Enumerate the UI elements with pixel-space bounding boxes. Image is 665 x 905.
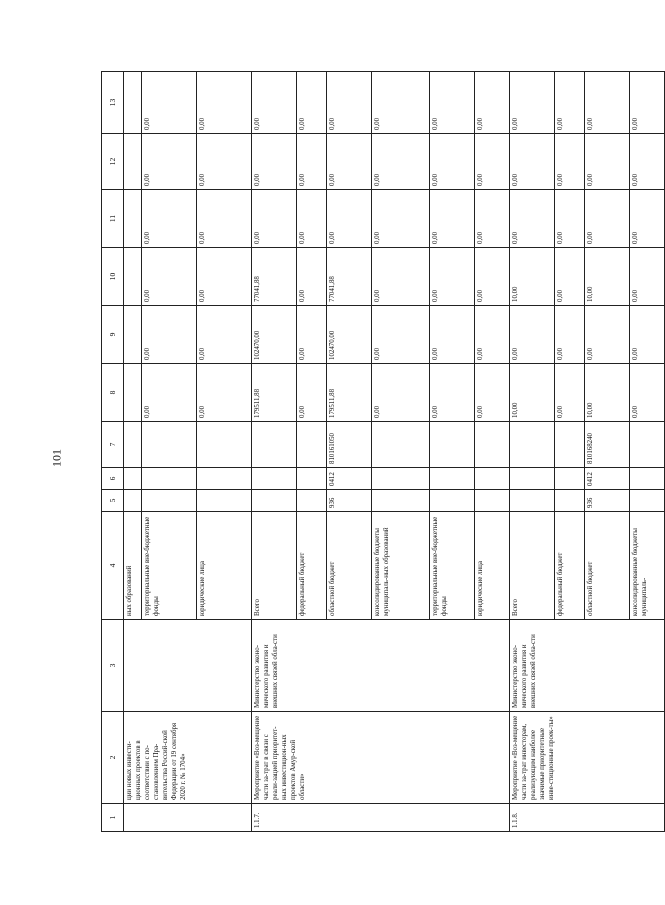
- column-number-header: 9: [102, 306, 124, 364]
- code-cell: [197, 490, 252, 512]
- value-cell: [124, 364, 142, 422]
- value-cell: 0,00: [197, 248, 252, 306]
- code-cell: [555, 490, 585, 512]
- value-cell: 0,00: [555, 72, 585, 134]
- item-name-cell: Мероприятие «Воз-мещение части за-трат в связи с реали-зацией приоритет-ных инвестицион-ных проектов Амур-ской области»: [252, 712, 510, 804]
- code-cell: [297, 422, 327, 468]
- table-row: [124, 72, 142, 832]
- value-cell: 0,00: [630, 134, 665, 190]
- value-cell: 0,00: [197, 190, 252, 248]
- funding-source-cell: Всего: [510, 512, 555, 620]
- code-cell: 936: [327, 490, 372, 512]
- value-cell: 0,00: [297, 364, 327, 422]
- column-number-header: 3: [102, 620, 124, 712]
- value-cell: 0,00: [630, 248, 665, 306]
- code-cell: [297, 468, 327, 490]
- value-cell: 179511,88: [252, 364, 297, 422]
- funding-source-cell: юридические лица: [197, 512, 252, 620]
- code-cell: [252, 490, 297, 512]
- funding-source-cell: ных образований: [124, 512, 142, 620]
- value-cell: 0,00: [327, 134, 372, 190]
- value-cell: 0,00: [475, 248, 510, 306]
- executor-cell: Министерство эконо-мического развития и внешних связей обла-сти: [510, 620, 665, 712]
- code-cell: [124, 422, 142, 468]
- value-cell: 0,00: [475, 306, 510, 364]
- value-cell: 0,00: [297, 134, 327, 190]
- code-cell: [372, 468, 430, 490]
- value-cell: 0,00: [372, 364, 430, 422]
- code-cell: 0412: [327, 468, 372, 490]
- column-number-header: 12: [102, 134, 124, 190]
- value-cell: 0,00: [297, 72, 327, 134]
- value-cell: 0,00: [252, 134, 297, 190]
- item-number-cell: 1.1.8.: [510, 804, 665, 832]
- value-cell: [124, 248, 142, 306]
- value-cell: 0,00: [297, 190, 327, 248]
- value-cell: 0,00: [510, 72, 555, 134]
- funding-source-cell: Всего: [252, 512, 297, 620]
- column-number-header: 6: [102, 468, 124, 490]
- code-cell: 0412: [585, 468, 630, 490]
- value-cell: 0,00: [142, 364, 197, 422]
- value-cell: 0,00: [142, 72, 197, 134]
- value-cell: [124, 134, 142, 190]
- value-cell: 0,00: [585, 190, 630, 248]
- value-cell: 0,00: [430, 134, 475, 190]
- code-cell: [142, 468, 197, 490]
- code-cell: 810161050: [327, 422, 372, 468]
- funding-source-cell: федеральный бюджет: [297, 512, 327, 620]
- value-cell: 0,00: [197, 72, 252, 134]
- code-cell: [475, 422, 510, 468]
- value-cell: 0,00: [372, 248, 430, 306]
- column-number-header: 2: [102, 712, 124, 804]
- value-cell: 0,00: [252, 72, 297, 134]
- code-cell: [142, 422, 197, 468]
- budget-table-wrapper: [101, 72, 648, 832]
- value-cell: 10,00: [510, 248, 555, 306]
- column-number-header: 11: [102, 190, 124, 248]
- code-cell: [475, 468, 510, 490]
- value-cell: 0,00: [430, 364, 475, 422]
- funding-source-cell: федеральный бюджет: [555, 512, 585, 620]
- executor-cell: [124, 620, 252, 712]
- code-cell: [510, 468, 555, 490]
- column-number-header: 1: [102, 804, 124, 832]
- code-cell: [197, 468, 252, 490]
- code-cell: [630, 422, 665, 468]
- item-number-cell: [124, 804, 252, 832]
- value-cell: 0,00: [555, 190, 585, 248]
- value-cell: 0,00: [372, 134, 430, 190]
- value-cell: 0,00: [327, 72, 372, 134]
- value-cell: 0,00: [510, 306, 555, 364]
- value-cell: 10,00: [585, 248, 630, 306]
- value-cell: 0,00: [142, 134, 197, 190]
- funding-source-cell: консолидированные бюджеты муниципаль-ных образований: [372, 512, 430, 620]
- value-cell: 0,00: [197, 364, 252, 422]
- code-cell: [430, 468, 475, 490]
- table-row: [252, 72, 297, 832]
- value-cell: 0,00: [510, 190, 555, 248]
- value-cell: 0,00: [197, 134, 252, 190]
- value-cell: 0,00: [297, 248, 327, 306]
- value-cell: 77041,88: [252, 248, 297, 306]
- item-name-cell: Мероприятие «Воз-мещение части за-трат инвесторам, реализующим наиболее значимые приоритетные инве-стиционные проек-ты»: [510, 712, 665, 804]
- column-number-header: 7: [102, 422, 124, 468]
- value-cell: 0,00: [430, 306, 475, 364]
- value-cell: 0,00: [372, 306, 430, 364]
- value-cell: 0,00: [475, 134, 510, 190]
- value-cell: 0,00: [372, 72, 430, 134]
- value-cell: 0,00: [555, 134, 585, 190]
- column-number-header: 5: [102, 490, 124, 512]
- column-number-header: 13: [102, 72, 124, 134]
- value-cell: 0,00: [142, 190, 197, 248]
- funding-source-cell: областной бюджет: [585, 512, 630, 620]
- value-cell: 0,00: [475, 364, 510, 422]
- value-cell: 0,00: [630, 190, 665, 248]
- value-cell: 0,00: [372, 190, 430, 248]
- value-cell: [124, 72, 142, 134]
- code-cell: [124, 490, 142, 512]
- code-cell: [124, 468, 142, 490]
- code-cell: [430, 490, 475, 512]
- table-row: [510, 72, 555, 832]
- value-cell: 0,00: [510, 134, 555, 190]
- value-cell: 0,00: [142, 306, 197, 364]
- funding-source-cell: областной бюджет: [327, 512, 372, 620]
- budget-table: [101, 71, 665, 832]
- value-cell: 10,00: [585, 364, 630, 422]
- value-cell: 0,00: [555, 364, 585, 422]
- code-cell: 810168240: [585, 422, 630, 468]
- code-cell: [252, 468, 297, 490]
- value-cell: 0,00: [430, 190, 475, 248]
- value-cell: 0,00: [555, 306, 585, 364]
- page-number: 101: [49, 449, 64, 467]
- value-cell: 0,00: [585, 306, 630, 364]
- value-cell: 102470,00: [327, 306, 372, 364]
- funding-source-cell: юридические лица: [475, 512, 510, 620]
- value-cell: 0,00: [142, 248, 197, 306]
- header-row: [102, 72, 124, 832]
- column-number-header: 8: [102, 364, 124, 422]
- code-cell: 936: [585, 490, 630, 512]
- value-cell: 0,00: [430, 72, 475, 134]
- value-cell: 0,00: [252, 190, 297, 248]
- value-cell: 179511,88: [327, 364, 372, 422]
- value-cell: 10,00: [510, 364, 555, 422]
- column-number-header: 4: [102, 512, 124, 620]
- value-cell: [124, 190, 142, 248]
- value-cell: 0,00: [430, 248, 475, 306]
- code-cell: [197, 422, 252, 468]
- value-cell: 0,00: [555, 248, 585, 306]
- code-cell: [630, 490, 665, 512]
- value-cell: 0,00: [197, 306, 252, 364]
- funding-source-cell: консолидированные бюджеты муниципаль-: [630, 512, 665, 620]
- item-number-cell: 1.1.7.: [252, 804, 510, 832]
- code-cell: [372, 422, 430, 468]
- code-cell: [430, 422, 475, 468]
- code-cell: [510, 490, 555, 512]
- executor-cell: Министерство эконо-мического развития и внешних связей обла-сти: [252, 620, 510, 712]
- code-cell: [372, 490, 430, 512]
- value-cell: 0,00: [475, 190, 510, 248]
- value-cell: 0,00: [630, 72, 665, 134]
- column-number-header: 10: [102, 248, 124, 306]
- value-cell: 0,00: [585, 134, 630, 190]
- value-cell: 0,00: [475, 72, 510, 134]
- value-cell: 77041,88: [327, 248, 372, 306]
- item-name-cell: ции новых инвести-ционных проектов в соответствии с по-становлением Пра-вительства Россий-ской Федерации от 19 сентября 2020 г. № 1704»: [124, 712, 252, 804]
- code-cell: [555, 468, 585, 490]
- value-cell: 102470,00: [252, 306, 297, 364]
- value-cell: 0,00: [297, 306, 327, 364]
- code-cell: [510, 422, 555, 468]
- code-cell: [630, 468, 665, 490]
- code-cell: [252, 422, 297, 468]
- value-cell: [124, 306, 142, 364]
- funding-source-cell: территориальные вне-бюджетные фонды: [430, 512, 475, 620]
- funding-source-cell: территориальные вне-бюджетные фонды: [142, 512, 197, 620]
- value-cell: 0,00: [327, 190, 372, 248]
- code-cell: [297, 490, 327, 512]
- value-cell: 0,00: [630, 306, 665, 364]
- code-cell: [555, 422, 585, 468]
- code-cell: [475, 490, 510, 512]
- value-cell: 0,00: [585, 72, 630, 134]
- code-cell: [142, 490, 197, 512]
- value-cell: 0,00: [630, 364, 665, 422]
